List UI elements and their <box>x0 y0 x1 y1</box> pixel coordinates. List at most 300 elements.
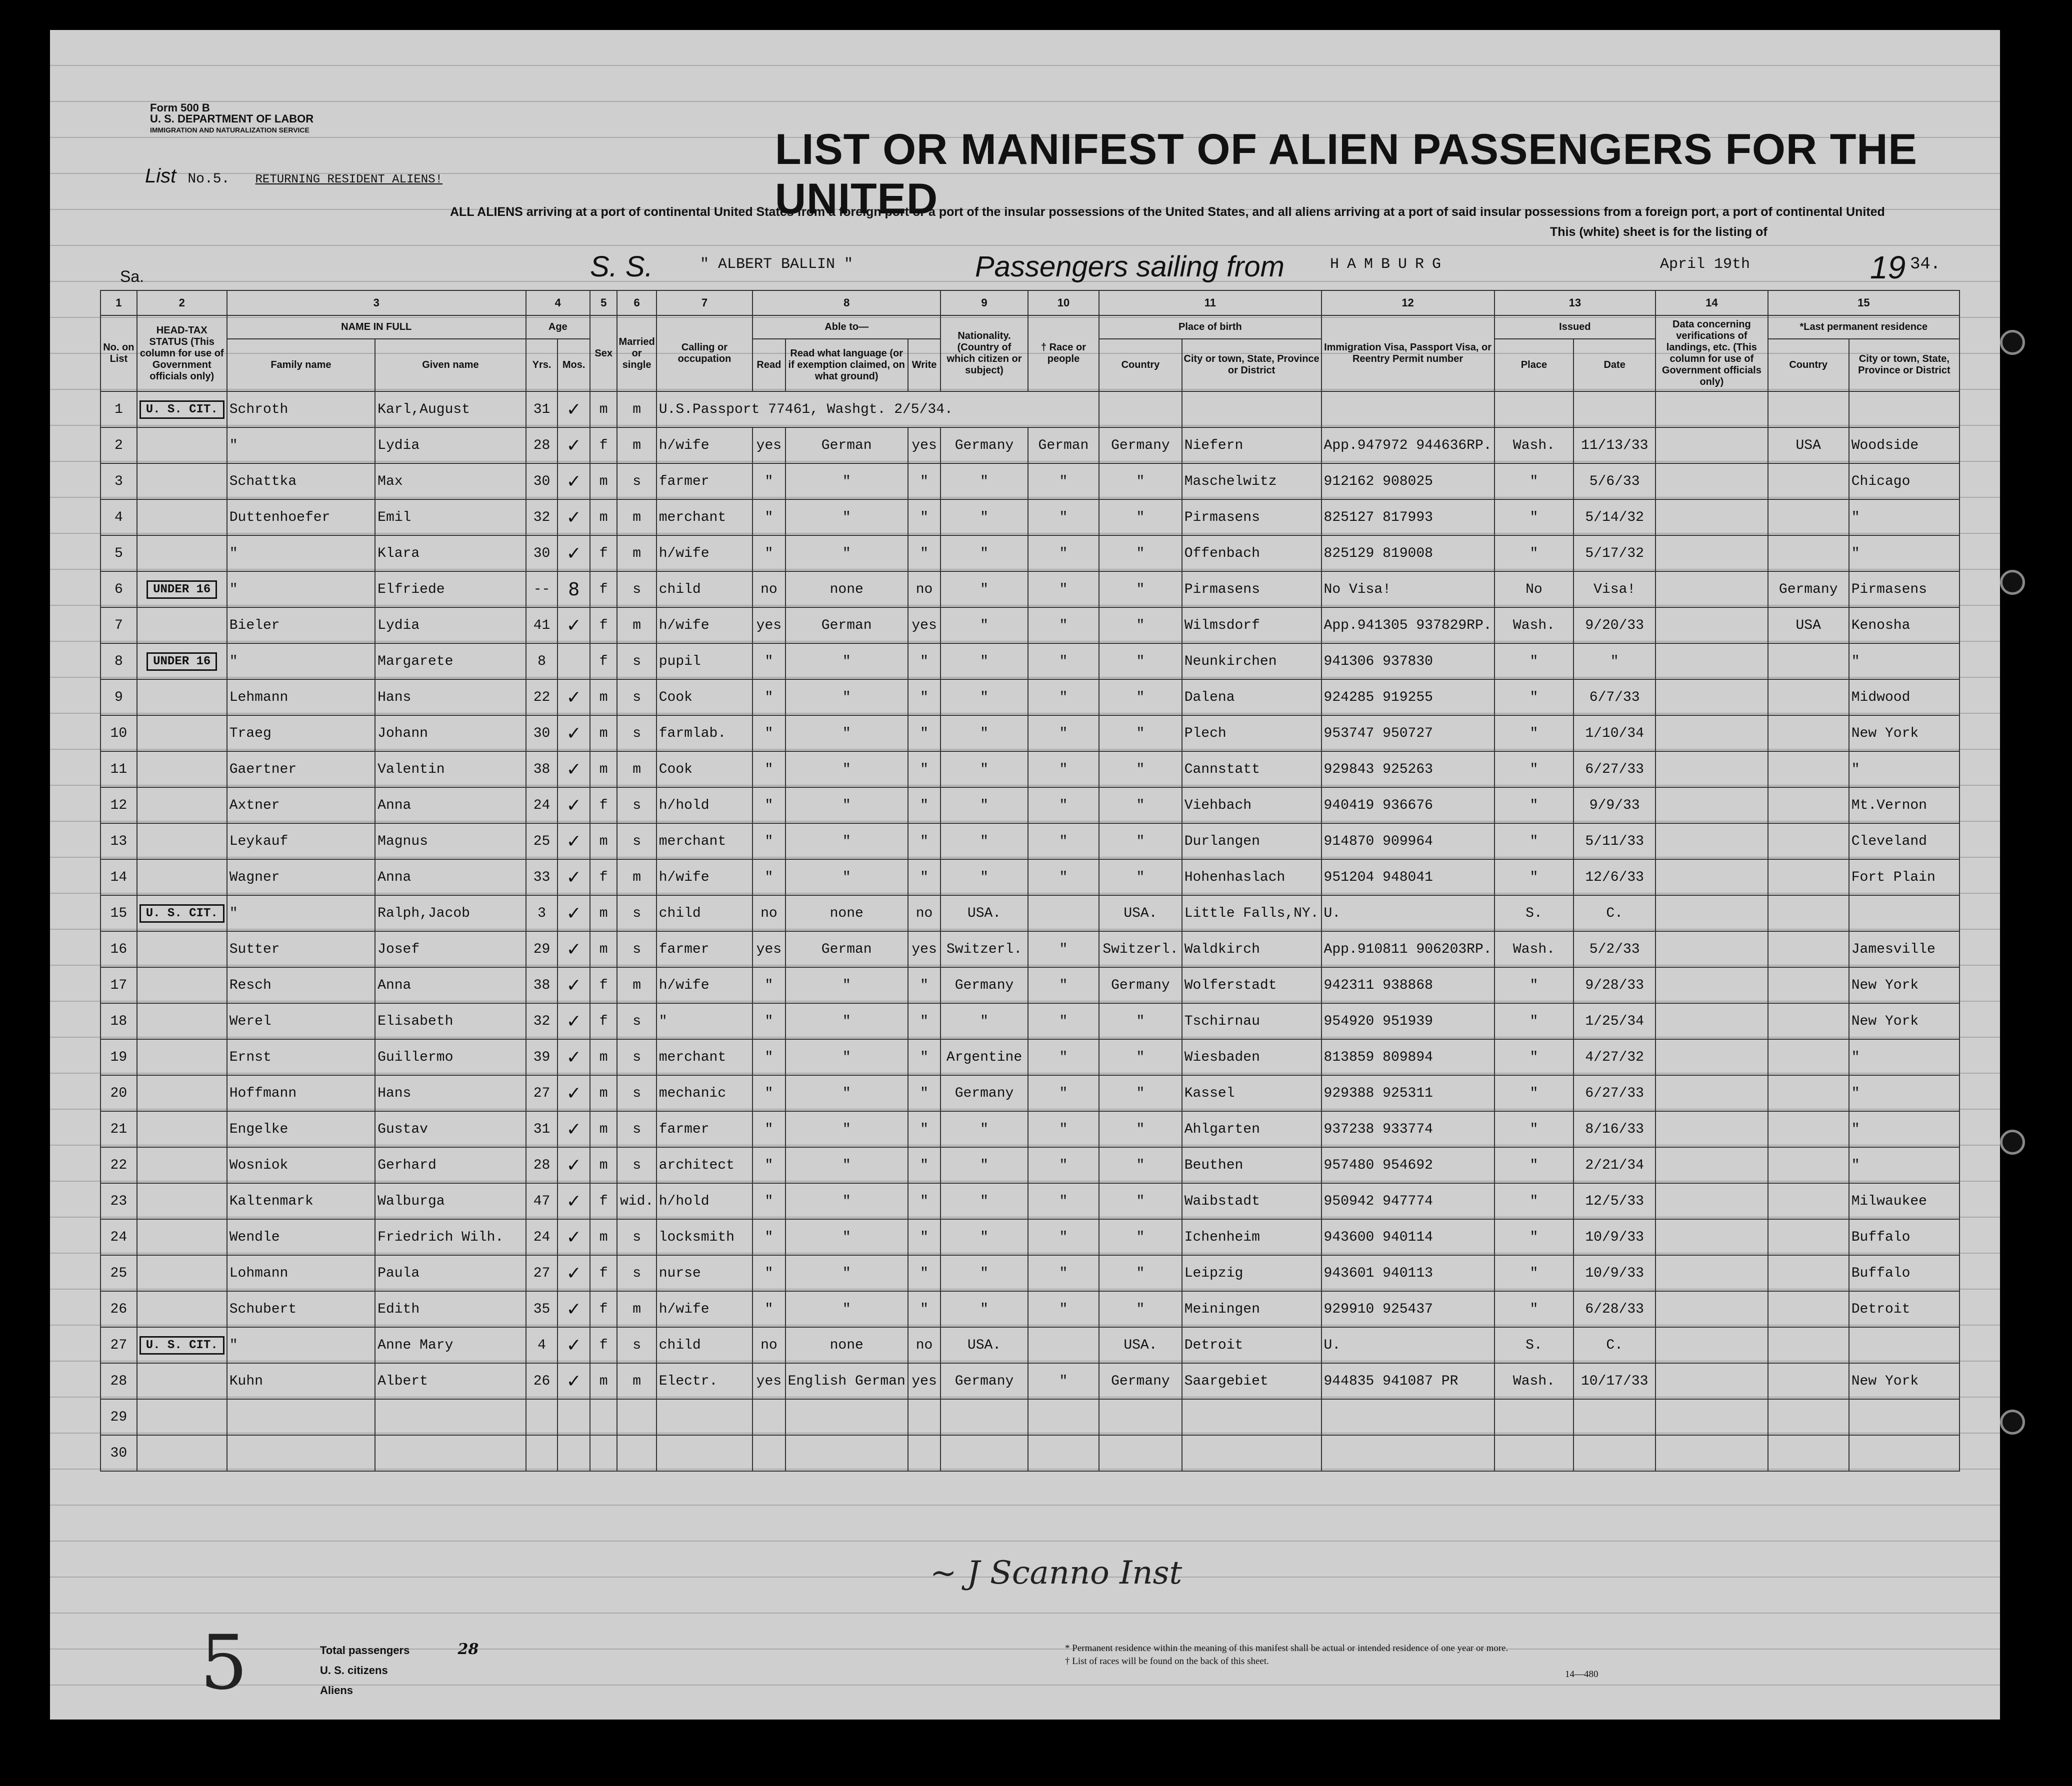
issued-place: Wash. <box>1494 607 1574 643</box>
race: " <box>1028 1255 1099 1291</box>
table-row <box>100 1399 1960 1435</box>
sex: m <box>590 1363 618 1399</box>
verification <box>1656 967 1768 1003</box>
occupation: pupil <box>656 643 752 679</box>
birth-country: " <box>1099 1219 1182 1255</box>
col-num: 5 <box>590 290 618 315</box>
occupation: U.S.Passport 77461, Washgt. 2/5/34. <box>656 391 1099 427</box>
race: " <box>1028 1219 1099 1255</box>
verification <box>1656 751 1768 787</box>
race: " <box>1028 1003 1099 1039</box>
occupation: h/wife <box>656 859 752 895</box>
race: " <box>1028 967 1099 1003</box>
header-issued-place: Place <box>1494 339 1574 391</box>
sex: f <box>590 787 618 823</box>
age-years <box>526 1399 558 1435</box>
verification <box>1656 391 1768 427</box>
race: " <box>1028 859 1099 895</box>
nationality: " <box>940 787 1028 823</box>
head-tax-status <box>137 1435 227 1471</box>
row-number: 2 <box>100 427 137 463</box>
header-place-of-birth: Place of birth <box>1099 315 1321 339</box>
sex: m <box>590 1219 618 1255</box>
race: German <box>1028 427 1099 463</box>
age-years: 24 <box>526 1219 558 1255</box>
age-years: -- <box>526 571 558 607</box>
head-tax-status <box>137 1147 227 1183</box>
sex: f <box>590 643 618 679</box>
head-tax-status <box>137 607 227 643</box>
visa-number: 950942 947774 <box>1322 1183 1494 1219</box>
can-write: " <box>908 1003 940 1039</box>
residence-city: Woodside <box>1849 427 1960 463</box>
head-tax-status <box>137 571 227 607</box>
nationality: " <box>940 463 1028 499</box>
race: " <box>1028 535 1099 571</box>
header-issued-date: Date <box>1574 339 1656 391</box>
family-name <box>227 1435 375 1471</box>
issued-date: 9/9/33 <box>1574 787 1656 823</box>
nationality: " <box>940 859 1028 895</box>
can-read: " <box>752 859 785 895</box>
nationality: Argentine <box>940 1039 1028 1075</box>
residence-city: " <box>1849 499 1960 535</box>
occupation: h/wife <box>656 607 752 643</box>
header-last-residence: *Last permanent residence <box>1768 315 1960 339</box>
issued-place: " <box>1494 643 1574 679</box>
issued-place: " <box>1494 967 1574 1003</box>
nationality: " <box>940 1291 1028 1327</box>
sex: m <box>590 931 618 967</box>
verification <box>1656 1075 1768 1111</box>
verification <box>1656 895 1768 931</box>
marital-status: s <box>617 1255 656 1291</box>
race: " <box>1028 1039 1099 1075</box>
birth-city: Wolferstadt <box>1182 967 1322 1003</box>
verification <box>1656 535 1768 571</box>
read-language: German <box>786 427 908 463</box>
sailing-date: April 19th <box>1660 256 1750 273</box>
row-number: 14 <box>100 859 137 895</box>
residence-country <box>1768 1291 1849 1327</box>
given-name: Anna <box>375 787 526 823</box>
binder-hole <box>2000 330 2025 355</box>
occupation: child <box>656 1327 752 1363</box>
binder-hole <box>2000 1130 2025 1155</box>
occupation: farmlab. <box>656 715 752 751</box>
page-title: LIST OR MANIFEST OF ALIEN PASSENGERS FOR THE UNITED <box>775 125 1918 223</box>
table-row <box>100 895 1960 931</box>
year-suffix: 34. <box>1910 255 1941 274</box>
issued-date: 11/13/33 <box>1574 427 1656 463</box>
residence-city: New York <box>1849 1003 1960 1039</box>
issued-date: 1/25/34 <box>1574 1003 1656 1039</box>
birth-city: Dalena <box>1182 679 1322 715</box>
read-language: " <box>786 751 908 787</box>
sex: f <box>590 535 618 571</box>
table-row <box>100 607 1960 643</box>
family-name: Gaertner <box>227 751 375 787</box>
residence-city: " <box>1849 643 1960 679</box>
age-months: ✓ <box>558 895 590 931</box>
family-name: Wosniok <box>227 1147 375 1183</box>
header-birth-city: City or town, State, Province or District <box>1182 339 1322 391</box>
page-number: 5 <box>200 1620 248 1707</box>
given-name: Josef <box>375 931 526 967</box>
age-years: 30 <box>526 463 558 499</box>
verification <box>1656 1147 1768 1183</box>
occupation: h/wife <box>656 1291 752 1327</box>
issued-date: 6/27/33 <box>1574 751 1656 787</box>
read-language: " <box>786 1003 908 1039</box>
issued-date: 9/28/33 <box>1574 967 1656 1003</box>
row-number: 28 <box>100 1363 137 1399</box>
row-number: 22 <box>100 1147 137 1183</box>
sex: f <box>590 1255 618 1291</box>
issued-place: S. <box>1494 895 1574 931</box>
occupation: locksmith <box>656 1219 752 1255</box>
visa-number: 953747 950727 <box>1322 715 1494 751</box>
read-language: " <box>786 499 908 535</box>
birth-country: " <box>1099 571 1182 607</box>
head-tax-status <box>137 859 227 895</box>
can-read: " <box>752 679 785 715</box>
visa-number: 941306 937830 <box>1322 643 1494 679</box>
birth-country: " <box>1099 535 1182 571</box>
table-row <box>100 931 1960 967</box>
age-years: 39 <box>526 1039 558 1075</box>
visa-number: 924285 919255 <box>1322 679 1494 715</box>
residence-country <box>1768 967 1849 1003</box>
col-num: 8 <box>752 290 940 315</box>
read-language: " <box>786 715 908 751</box>
table-row <box>100 1183 1960 1219</box>
table-row <box>100 427 1960 463</box>
birth-country: " <box>1099 823 1182 859</box>
race: " <box>1028 499 1099 535</box>
issued-date: 5/6/33 <box>1574 463 1656 499</box>
issued-date: 10/9/33 <box>1574 1255 1656 1291</box>
race: " <box>1028 1111 1099 1147</box>
year-prefix: 19 <box>1870 249 1906 285</box>
can-read: no <box>752 895 785 931</box>
visa-number: 940419 936676 <box>1322 787 1494 823</box>
residence-country <box>1768 1399 1849 1435</box>
sex: f <box>590 859 618 895</box>
table-row <box>100 1111 1960 1147</box>
family-name: Werel <box>227 1003 375 1039</box>
visa-number: 929843 925263 <box>1322 751 1494 787</box>
table-row <box>100 463 1960 499</box>
birth-city: Plech <box>1182 715 1322 751</box>
header-sex: Sex <box>590 315 618 391</box>
table-row <box>100 499 1960 535</box>
issued-place: " <box>1494 1255 1574 1291</box>
birth-country: USA. <box>1099 1327 1182 1363</box>
issued-date <box>1574 1435 1656 1471</box>
nationality <box>940 1435 1028 1471</box>
issued-date: C. <box>1574 1327 1656 1363</box>
col-num: 6 <box>617 290 656 315</box>
age-months: ✓ <box>558 1075 590 1111</box>
col-num: 12 <box>1322 290 1494 315</box>
table-row <box>100 1255 1960 1291</box>
race: " <box>1028 1291 1099 1327</box>
residence-city: Mt.Vernon <box>1849 787 1960 823</box>
given-name: Gerhard <box>375 1147 526 1183</box>
marital-status: s <box>617 1327 656 1363</box>
birth-country: " <box>1099 1003 1182 1039</box>
given-name <box>375 1435 526 1471</box>
row-number: 12 <box>100 787 137 823</box>
header-name-in-full: NAME IN FULL <box>227 315 526 339</box>
birth-city: Cannstatt <box>1182 751 1322 787</box>
issued-date <box>1574 1399 1656 1435</box>
race: " <box>1028 679 1099 715</box>
age-months: ✓ <box>558 1219 590 1255</box>
birth-city: Detroit <box>1182 1327 1322 1363</box>
col-num: 2 <box>137 290 227 315</box>
read-language: none <box>786 1327 908 1363</box>
birth-country: " <box>1099 643 1182 679</box>
issued-place: " <box>1494 1003 1574 1039</box>
row-number: 24 <box>100 1219 137 1255</box>
birth-country: " <box>1099 463 1182 499</box>
family-name: Sutter <box>227 931 375 967</box>
col-num: 3 <box>227 290 526 315</box>
given-name: Anna <box>375 859 526 895</box>
sex: f <box>590 967 618 1003</box>
race <box>1028 1435 1099 1471</box>
given-name: Karl,August <box>375 391 526 427</box>
header-res-country: Country <box>1768 339 1849 391</box>
read-language: " <box>786 679 908 715</box>
visa-number: 929910 925437 <box>1322 1291 1494 1327</box>
table-row <box>100 1291 1960 1327</box>
birth-country: " <box>1099 1111 1182 1147</box>
birth-city: Waldkirch <box>1182 931 1322 967</box>
occupation: child <box>656 571 752 607</box>
age-months: ✓ <box>558 1363 590 1399</box>
occupation: h/wife <box>656 967 752 1003</box>
residence-country <box>1768 823 1849 859</box>
issued-place <box>1494 391 1574 427</box>
residence-city: Midwood <box>1849 679 1960 715</box>
birth-city: Kassel <box>1182 1075 1322 1111</box>
visa-number: 943601 940113 <box>1322 1255 1494 1291</box>
family-name: Leykauf <box>227 823 375 859</box>
manifest-sheet <box>50 30 2000 1720</box>
issued-date: C. <box>1574 895 1656 931</box>
read-language: " <box>786 1075 908 1111</box>
row-number: 29 <box>100 1399 137 1435</box>
nationality: " <box>940 571 1028 607</box>
table-row <box>100 1075 1960 1111</box>
age-months: ✓ <box>558 859 590 895</box>
read-language: " <box>786 643 908 679</box>
occupation <box>656 1435 752 1471</box>
birth-city <box>1182 1435 1322 1471</box>
can-read: " <box>752 1291 785 1327</box>
birth-country: " <box>1099 1291 1182 1327</box>
birth-city: Saargebiet <box>1182 1363 1322 1399</box>
occupation: h/wife <box>656 535 752 571</box>
verification <box>1656 463 1768 499</box>
residence-country <box>1768 931 1849 967</box>
can-read: " <box>752 1147 785 1183</box>
age-months: ✓ <box>558 463 590 499</box>
age-years: 8 <box>526 643 558 679</box>
age-months: ✓ <box>558 931 590 967</box>
head-tax-status <box>137 679 227 715</box>
issued-date: 12/6/33 <box>1574 859 1656 895</box>
birth-city: Niefern <box>1182 427 1322 463</box>
age-years: 32 <box>526 1003 558 1039</box>
verification <box>1656 499 1768 535</box>
age-years: 28 <box>526 427 558 463</box>
birth-country: " <box>1099 859 1182 895</box>
residence-city: Kenosha <box>1849 607 1960 643</box>
can-write: " <box>908 679 940 715</box>
sex: m <box>590 1147 618 1183</box>
footnotes <box>1065 1642 1598 1681</box>
marital-status: s <box>617 715 656 751</box>
birth-country: " <box>1099 715 1182 751</box>
age-years: 26 <box>526 1363 558 1399</box>
row-number: 13 <box>100 823 137 859</box>
verification <box>1656 571 1768 607</box>
sex: f <box>590 1183 618 1219</box>
table-row <box>100 1039 1960 1075</box>
residence-city: Fort Plain <box>1849 859 1960 895</box>
col-num: 13 <box>1494 290 1656 315</box>
birth-country: Germany <box>1099 967 1182 1003</box>
total-passengers-label: Total passengers <box>320 1644 410 1657</box>
sex: m <box>590 715 618 751</box>
read-language: " <box>786 1255 908 1291</box>
occupation: mechanic <box>656 1075 752 1111</box>
marital-status: m <box>617 1363 656 1399</box>
read-language: " <box>786 967 908 1003</box>
family-name: Wagner <box>227 859 375 895</box>
head-tax-status <box>137 751 227 787</box>
age-years: 38 <box>526 967 558 1003</box>
nationality: Germany <box>940 1075 1028 1111</box>
age-years: 47 <box>526 1183 558 1219</box>
read-language: " <box>786 1147 908 1183</box>
given-name: Johann <box>375 715 526 751</box>
given-name: Klara <box>375 535 526 571</box>
can-read: no <box>752 1327 785 1363</box>
can-read: " <box>752 643 785 679</box>
birth-city: Wilmsdorf <box>1182 607 1322 643</box>
given-name: Guillermo <box>375 1039 526 1075</box>
table-row <box>100 967 1960 1003</box>
birth-city: Maschelwitz <box>1182 463 1322 499</box>
header-race: † Race or people <box>1028 315 1099 391</box>
issued-place: " <box>1494 463 1574 499</box>
residence-city: Pirmasens <box>1849 571 1960 607</box>
issued-date: 9/20/33 <box>1574 607 1656 643</box>
marital-status: s <box>617 1219 656 1255</box>
head-tax-stamp: UNDER 16 <box>146 580 217 599</box>
can-write: no <box>908 571 940 607</box>
birth-country: " <box>1099 1039 1182 1075</box>
age-years: 41 <box>526 607 558 643</box>
family-name: Schroth <box>227 391 375 427</box>
age-years: 32 <box>526 499 558 535</box>
sailing-label: Passengers sailing from <box>975 250 1284 283</box>
birth-city: Meiningen <box>1182 1291 1322 1327</box>
age-months: ✓ <box>558 499 590 535</box>
residence-country <box>1768 679 1849 715</box>
issued-place: " <box>1494 751 1574 787</box>
read-language: " <box>786 463 908 499</box>
header-visa: Immigration Visa, Passport Visa, or Reentry Permit number <box>1322 315 1494 391</box>
head-tax-status <box>137 1183 227 1219</box>
marital-status: m <box>617 859 656 895</box>
table-row <box>100 1363 1960 1399</box>
nationality: " <box>940 715 1028 751</box>
row-number: 20 <box>100 1075 137 1111</box>
us-citizens-label: U. S. citizens <box>320 1664 388 1677</box>
table-row <box>100 715 1960 751</box>
read-language: German <box>786 607 908 643</box>
given-name: Lydia <box>375 607 526 643</box>
col-num: 15 <box>1768 290 1960 315</box>
residence-country <box>1768 787 1849 823</box>
can-read: " <box>752 499 785 535</box>
issued-place: " <box>1494 859 1574 895</box>
family-name: Wendle <box>227 1219 375 1255</box>
race <box>1028 895 1099 931</box>
can-read: " <box>752 535 785 571</box>
occupation: h/hold <box>656 787 752 823</box>
issued-date <box>1574 391 1656 427</box>
occupation: farmer <box>656 463 752 499</box>
can-read: yes <box>752 607 785 643</box>
total-passengers-row <box>320 1640 478 1661</box>
issued-date: 10/17/33 <box>1574 1363 1656 1399</box>
list-number: No.5. <box>188 171 230 187</box>
column-group-row <box>100 315 1960 339</box>
given-name: Elfriede <box>375 571 526 607</box>
marital-status: s <box>617 643 656 679</box>
birth-city: Durlangen <box>1182 823 1322 859</box>
sex: f <box>590 1327 618 1363</box>
verification <box>1656 1039 1768 1075</box>
family-name: " <box>227 427 375 463</box>
family-name: Lehmann <box>227 679 375 715</box>
residence-country <box>1768 1111 1849 1147</box>
family-name: Hoffmann <box>227 1075 375 1111</box>
residence-country <box>1768 1327 1849 1363</box>
issued-date: 5/11/33 <box>1574 823 1656 859</box>
marital-status: s <box>617 679 656 715</box>
birth-country: " <box>1099 499 1182 535</box>
visa-number: 813859 809894 <box>1322 1039 1494 1075</box>
sex: m <box>590 499 618 535</box>
can-write: " <box>908 787 940 823</box>
family-name: Schattka <box>227 463 375 499</box>
verification <box>1656 859 1768 895</box>
head-tax-stamp: U. S. CIT. <box>140 904 224 923</box>
verification <box>1656 427 1768 463</box>
col-num: 9 <box>940 290 1028 315</box>
residence-country <box>1768 1219 1849 1255</box>
row-number: 11 <box>100 751 137 787</box>
family-name: Engelke <box>227 1111 375 1147</box>
